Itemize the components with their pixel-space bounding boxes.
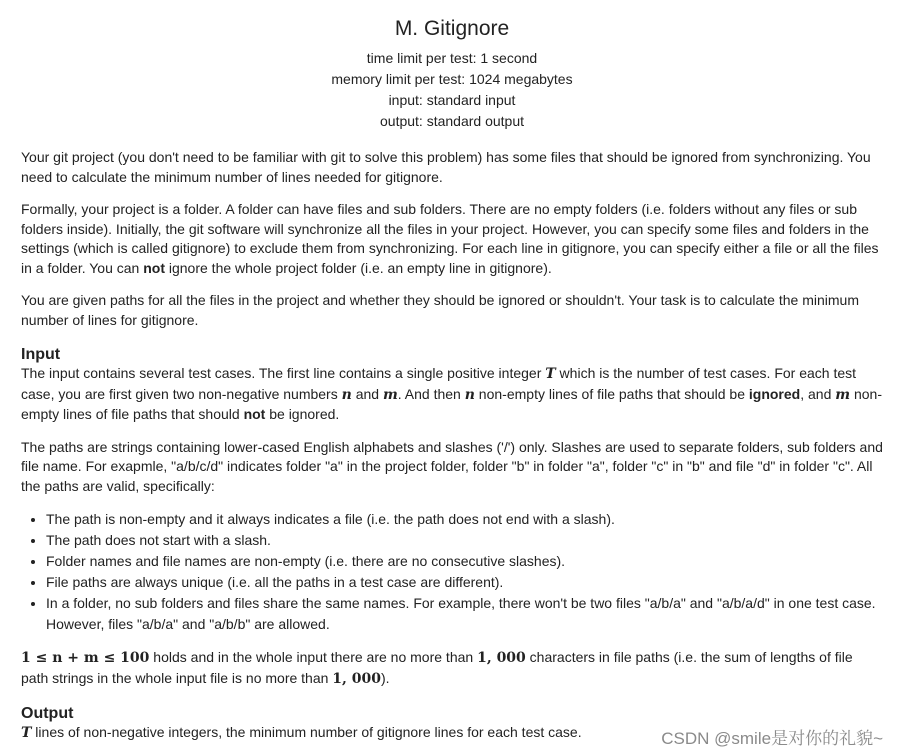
math-m: m <box>835 386 851 403</box>
output-heading: Output <box>21 705 74 722</box>
math-m: m <box>382 386 398 403</box>
bold-not: not <box>243 406 266 422</box>
input-paragraph-1: The input contains several test cases. The first line contains a single positive integer T which is the number of test cases. For each test case, you are first given two non-negative numbers n and m. And then n non-empty lines of file paths that should be ignored, and m non-empty lines of file paths that should not be ignored. <box>21 365 882 422</box>
output-spec: output: standard output <box>380 113 524 129</box>
legend-paragraph-2: Formally, your project is a folder. A folder can have files and sub folders. There are no empty folders (i.e. folders without any files or sub folders inside). Initially, the git software will synchronize all the files in your project. However, you can specify some files and folders in the settings (which is called gitignore) to exclude them from synchronizing. For each line in gitignore, you can specify either a file or all the files in a folder. You can not ignore the whole project folder (i.e. an empty line in gitignore). <box>21 201 879 276</box>
math-T: T <box>545 366 556 382</box>
watermark: CSDN @smile是对你的礼貌~ <box>661 729 883 748</box>
path-rules-list <box>21 509 883 635</box>
input-spec: input: standard input <box>388 92 516 108</box>
math-1000: 1, 000 <box>332 670 382 687</box>
list-item: • Folder names and file names are non-empty (i.e. there are no consecutive slashes). <box>46 551 883 572</box>
bold-ignored: ignored <box>748 385 801 402</box>
legend-paragraph-1: Your git project (you don't need to be familiar with git to solve this problem) has some files that should be ignored from synchronizing. You need to calculate the minimum number of lines needed for gitignore. <box>21 149 871 185</box>
list-item: • The path is non-empty and it always indicates a file (i.e. the path does not end with a slash). <box>46 509 883 530</box>
bold-not: not <box>143 259 165 276</box>
list-item: • File paths are always unique (i.e. all the paths in a test case are different). <box>46 572 883 593</box>
problem-statement <box>21 0 883 744</box>
input-paragraph-2: The paths are strings containing lower-cased English alphabets and slashes ('/') only. Slashes are used to separate folders, sub folders and file name. For exapmle, "a/b/c/d" indicates folder "a" in the project folder, folder "b" in folder "a", folder "c" in "b" and file "d" in folder "c". All the paths are valid, specifically: <box>21 438 883 494</box>
math-1000: 1, 000 <box>477 650 526 666</box>
problem-title: M. Gitignore <box>394 17 510 40</box>
math-n: n <box>341 386 352 403</box>
input-heading: Input <box>21 346 61 363</box>
constraints-paragraph: 1 ≤ n + m ≤ 100 holds and in the whole input there are no more than 1, 000 characters in file paths (i.e. the sum of lengths of file path strings in the whole input file is no more than 1, 000). <box>21 649 853 687</box>
legend-paragraph-3: You are given paths for all the files in the project and whether they should be ignored or shouldn't. Your task is to calculate the minimum number of lines for gitignore. <box>21 292 859 328</box>
time-limit: time limit per test: 1 second <box>366 50 538 66</box>
memory-limit: memory limit per test: 1024 megabytes <box>331 71 573 87</box>
list-item: • In a folder, no sub folders and files share the same names. For example, there won't be two files "a/b/a" and "a/b/a/d" in one test case. However, files "a/b/a" and "a/b/b" are allowed. <box>46 593 883 635</box>
list-item: • The path does not start with a slash. <box>46 530 883 551</box>
math-T: T <box>21 725 32 741</box>
limits-block <box>21 48 883 132</box>
math-n: n <box>464 386 475 403</box>
output-paragraph: T lines of non-negative integers, the minimum number of gitignore lines for each test case. <box>21 724 582 741</box>
math-constraint: 1 ≤ n + m ≤ 100 <box>21 650 150 666</box>
